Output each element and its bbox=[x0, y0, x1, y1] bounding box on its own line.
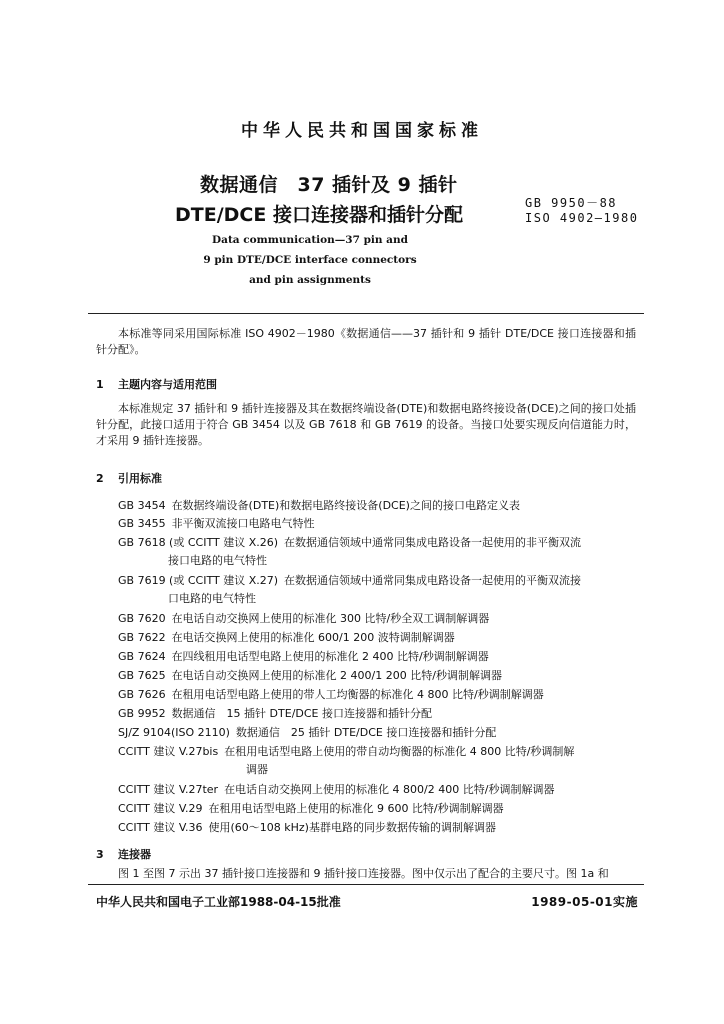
reference-title: 使用(60～108 kHz)基群电路的同步数据传输的调制解调器 bbox=[208, 821, 496, 834]
reference-code: GB 7626 bbox=[118, 688, 166, 701]
reference-continuation: 接口电路的电气特性 bbox=[168, 554, 267, 567]
section-title: 主题内容与适用范围 bbox=[118, 378, 217, 391]
connectors-paragraph: 图 1 至图 7 示出 37 插针接口连接器和 9 插针接口连接器。图中仅示出了配合的主要尺寸。图 1a 和 bbox=[118, 867, 609, 880]
effective-date: 1989-05-01实施 bbox=[531, 895, 638, 909]
reference-title: 数据通信 15 插针 DTE/DCE 接口连接器和插针分配 bbox=[171, 707, 432, 720]
reference-title: 在电话交换网上使用的标准化 600/1 200 波特调制解调器 bbox=[171, 631, 455, 644]
reference-title: 在租用电话型电路上使用的带自动均衡器的标准化 4 800 比特/秒调制解 bbox=[224, 745, 575, 758]
reference-title: 在租用电话型电路上使用的带人工均衡器的标准化 4 800 比特/秒调制解调器 bbox=[171, 688, 544, 701]
reference-title: 在电话自动交换网上使用的标准化 4 800/2 400 比特/秒调制解调器 bbox=[224, 783, 555, 796]
section-heading-references bbox=[96, 470, 162, 486]
gb-standard-number: GB 9950－88 bbox=[525, 196, 618, 210]
reference-item bbox=[118, 800, 504, 816]
reference-title: 在数据通信领域中通常同集成电路设备一起使用的平衡双流接 bbox=[284, 574, 582, 587]
scope-paragraph: 本标准规定 37 插针和 9 插针连接器及其在数据终端设备(DTE)和数据电路终接设备(DCE)之间的接口处插针分配，此接口适用于符合 GB 3454 以及 GB 7618 和 GB 7619 的设备。当接口处要实现反向信道能力时，才采用 9 插针连接器。 bbox=[96, 402, 636, 447]
national-standard-header: 中华人民共和国国家标准 bbox=[241, 121, 483, 141]
reference-code: GB 7618 (或 CCITT 建议 X.26) bbox=[118, 536, 279, 549]
section-heading-scope bbox=[96, 376, 217, 392]
reference-code: CCITT 建议 V.27ter bbox=[118, 783, 219, 796]
reference-item bbox=[118, 667, 502, 683]
section-heading-connectors bbox=[96, 846, 151, 862]
reference-code: CCITT 建议 V.36 bbox=[118, 821, 203, 834]
section-number: 3 bbox=[96, 848, 104, 861]
reference-code: SJ/Z 9104(ISO 2110) bbox=[118, 726, 230, 739]
document-title-en-line1: Data communication—37 pin and bbox=[212, 234, 408, 246]
reference-continuation: 口电路的电气特性 bbox=[168, 592, 256, 605]
section-title: 引用标准 bbox=[118, 472, 162, 485]
header-divider bbox=[88, 313, 644, 314]
document-title-cn-line2: DTE/DCE 接口连接器和插针分配 bbox=[175, 204, 463, 226]
reference-item bbox=[118, 705, 432, 721]
reference-code: GB 7620 bbox=[118, 612, 166, 625]
reference-code: GB 7624 bbox=[118, 650, 166, 663]
reference-item bbox=[118, 743, 574, 759]
reference-item bbox=[118, 610, 489, 626]
reference-item bbox=[118, 515, 315, 531]
section-number: 1 bbox=[96, 378, 104, 391]
reference-title: 在数据终端设备(DTE)和数据电路终接设备(DCE)之间的接口电路定义表 bbox=[171, 499, 520, 512]
reference-code: CCITT 建议 V.27bis bbox=[118, 745, 219, 758]
reference-title: 在四线租用电话型电路上使用的标准化 2 400 比特/秒调制解调器 bbox=[171, 650, 489, 663]
document-title-en-line3: and pin assignments bbox=[249, 274, 371, 286]
reference-item bbox=[118, 819, 496, 835]
document-title-en-line2: 9 pin DTE/DCE interface connectors bbox=[203, 254, 417, 266]
reference-item bbox=[118, 648, 489, 664]
reference-title: 在租用电话型电路上使用的标准化 9 600 比特/秒调制解调器 bbox=[208, 802, 504, 815]
reference-title: 非平衡双流接口电路电气特性 bbox=[171, 517, 315, 530]
reference-item bbox=[118, 572, 581, 588]
document-title-cn-line1: 数据通信 37 插针及 9 插针 bbox=[200, 174, 458, 196]
reference-code: GB 7622 bbox=[118, 631, 166, 644]
reference-code: CCITT 建议 V.29 bbox=[118, 802, 203, 815]
approval-statement: 中华人民共和国电子工业部1988-04-15批准 bbox=[96, 895, 341, 909]
reference-code: GB 3455 bbox=[118, 517, 166, 530]
footer-divider bbox=[88, 884, 644, 885]
reference-code: GB 7619 (或 CCITT 建议 X.27) bbox=[118, 574, 279, 587]
iso-standard-number: ISO 4902—1980 bbox=[525, 211, 639, 225]
reference-item bbox=[118, 686, 544, 702]
reference-item bbox=[118, 534, 581, 550]
reference-item bbox=[118, 781, 554, 797]
reference-code: GB 7625 bbox=[118, 669, 166, 682]
reference-item bbox=[118, 497, 520, 513]
reference-title: 在数据通信领域中通常同集成电路设备一起使用的非平衡双流 bbox=[284, 536, 582, 549]
reference-title: 数据通信 25 插针 DTE/DCE 接口连接器和插针分配 bbox=[235, 726, 497, 739]
reference-title: 在电话自动交换网上使用的标准化 300 比特/秒全双工调制解调器 bbox=[171, 612, 490, 625]
reference-title: 在电话自动交换网上使用的标准化 2 400/1 200 比特/秒调制解调器 bbox=[171, 669, 502, 682]
intro-paragraph: 本标准等同采用国际标准 ISO 4902－1980《数据通信——37 插针和 9 插针 DTE/DCE 接口连接器和插针分配》。 bbox=[96, 327, 636, 356]
reference-code: GB 3454 bbox=[118, 499, 166, 512]
reference-code: GB 9952 bbox=[118, 707, 166, 720]
reference-item bbox=[118, 629, 455, 645]
section-title: 连接器 bbox=[118, 848, 151, 861]
section-number: 2 bbox=[96, 472, 104, 485]
reference-item bbox=[118, 724, 496, 740]
reference-continuation: 调器 bbox=[246, 763, 268, 776]
